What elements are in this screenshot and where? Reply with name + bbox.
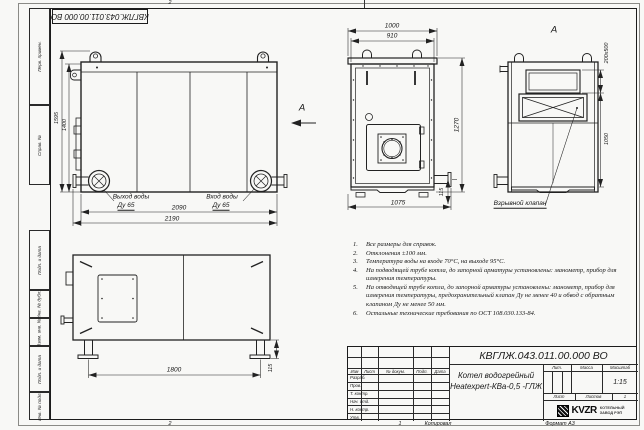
- title-block-doc-number: КВГЛЖ.043.011.00.000 ВО: [479, 349, 608, 362]
- margin-label: Перв. примен.: [37, 41, 43, 72]
- col-header-izm: Изм: [350, 368, 359, 374]
- technical-notes: [353, 241, 631, 318]
- margin-label: Справ. №: [37, 134, 43, 156]
- explosion-valve-callout: Взрывной клапан: [493, 199, 547, 207]
- margin-label: Взам. инв. №: [37, 317, 43, 347]
- note-item: [353, 310, 631, 319]
- note-item: [353, 258, 631, 267]
- title-block-line: [562, 371, 563, 393]
- front-view-drawing: [60, 51, 316, 226]
- note-text: Температура воды на входе 70°С, на выходе 95°С.: [366, 258, 506, 266]
- dim-rear-top-inner: 910: [386, 32, 398, 40]
- col-header-docnum: № докум.: [386, 368, 405, 374]
- note-number: 3.: [353, 258, 358, 266]
- company-logo-area: [543, 400, 638, 421]
- side-view-drawing: [61, 255, 279, 378]
- title-block-line: [552, 371, 553, 393]
- zone-mark-bottom-right: 1: [398, 421, 402, 427]
- company-name: [600, 406, 625, 415]
- col-header-data: Дата: [434, 368, 446, 374]
- company-name-line1: КОТЕЛЬНЫЙ: [599, 405, 625, 410]
- note-item: [353, 250, 631, 259]
- zone-mark-bottom: 2: [168, 421, 172, 427]
- dim-side-leg: 115: [268, 363, 274, 373]
- dim-rear-side: 1270: [453, 117, 461, 133]
- format-label: Формат А3: [545, 421, 575, 427]
- note-number: 5.: [353, 283, 358, 291]
- dim-rear-top-outer: 1000: [384, 22, 400, 30]
- note-number: 4.: [353, 266, 358, 274]
- outlet-dn-label: Ду 65: [117, 201, 135, 209]
- zone-mark-top: 2: [168, 0, 172, 6]
- company-logo-text: KVZR: [571, 405, 597, 416]
- margin-label: Инв. № дубл.: [37, 289, 43, 319]
- title-block-line: [348, 357, 449, 358]
- note-number: 6.: [353, 309, 358, 317]
- note-text: Отклонения ±100 мм.: [366, 249, 427, 257]
- lit-header: Лит.: [551, 365, 563, 370]
- row-prov: Пров.: [350, 383, 362, 389]
- inlet-label: Вход воды: [206, 193, 238, 201]
- note-item: [353, 267, 631, 284]
- view-arrow-label: А: [298, 102, 306, 114]
- row-nach-otd: Нач. отд.: [350, 398, 370, 404]
- row-utv: Утв.: [350, 414, 360, 420]
- title-block-line: [413, 347, 414, 421]
- note-item: [353, 241, 631, 250]
- margin-label: Подп. и дата: [37, 245, 43, 275]
- dim-view-a-height: 1050: [604, 133, 610, 145]
- title-block-line: [378, 347, 379, 421]
- note-text: На отводящей трубе котла, до запорной арматуры установлены: манометр, прибор для измерения температуры, предохранительный клапан Ду не менее 40 и обвод с обратным клапаном Ду не менее 50 мм.: [366, 283, 615, 309]
- dim-side-span: 1800: [166, 366, 182, 374]
- company-logo-icon: [557, 405, 569, 417]
- row-nkontr: Н. контр.: [350, 406, 370, 412]
- view-a-drawing: [494, 54, 604, 207]
- dim-rear-bottom: 1075: [390, 199, 406, 207]
- row-tkontr: Т. контр.: [350, 391, 369, 397]
- row-razrab: Разраб.: [350, 375, 366, 381]
- dim-front-height-inner: 1400: [62, 119, 68, 131]
- note-number: 1.: [353, 241, 358, 248]
- dim-rear-leg: 115: [439, 187, 445, 197]
- outlet-label: Выход воды: [112, 193, 150, 201]
- dim-view-a-opening: 200х500: [604, 42, 610, 64]
- sheets-label: Листов: [585, 394, 602, 399]
- col-header-list: Лист: [363, 368, 376, 374]
- sheet-label: Лист: [553, 394, 565, 399]
- masshtab-header: Масштаб: [609, 365, 631, 370]
- massa-header: Масса: [580, 365, 593, 370]
- col-header-podp: Подп.: [416, 368, 428, 374]
- company-name-line2: ЗАВОД РЭП: [599, 410, 623, 415]
- title-block: [347, 346, 637, 420]
- scale-value: 1:15: [613, 378, 627, 386]
- note-number: 2.: [353, 249, 358, 257]
- product-name-line2: Heatexpert-КВа-0,5 -ГЛЖ: [450, 381, 542, 391]
- view-a-label: А: [550, 24, 558, 36]
- dim-front-width-inner: 2090: [171, 204, 187, 212]
- dim-front-width-outer: 2190: [164, 215, 180, 223]
- margin-label: Инв. № подл.: [37, 391, 43, 421]
- margin-label: Подп. и дата: [37, 354, 43, 384]
- note-text: Остальные технические требования по ОСТ 108.030.133-84.: [366, 309, 536, 317]
- title-block-line: [431, 347, 432, 421]
- rear-view-drawing: [348, 28, 465, 210]
- sheets-value: 1: [623, 394, 627, 399]
- product-name-line1: Котел водогрейный: [457, 370, 535, 380]
- copied-label: Копировал: [424, 421, 452, 427]
- note-text: Все размеры для справок.: [366, 241, 437, 248]
- dim-front-height-outer: 1595: [54, 112, 60, 124]
- doc-number-reversed: КВГЛЖ.043.011.00.000 ВО: [51, 12, 149, 21]
- note-item: [353, 284, 631, 310]
- inlet-dn-label: Ду 65: [212, 201, 230, 209]
- note-text: На подводящей трубе котла, до запорной арматуры установлены: манометр, прибор для измерения температуры.: [366, 266, 617, 283]
